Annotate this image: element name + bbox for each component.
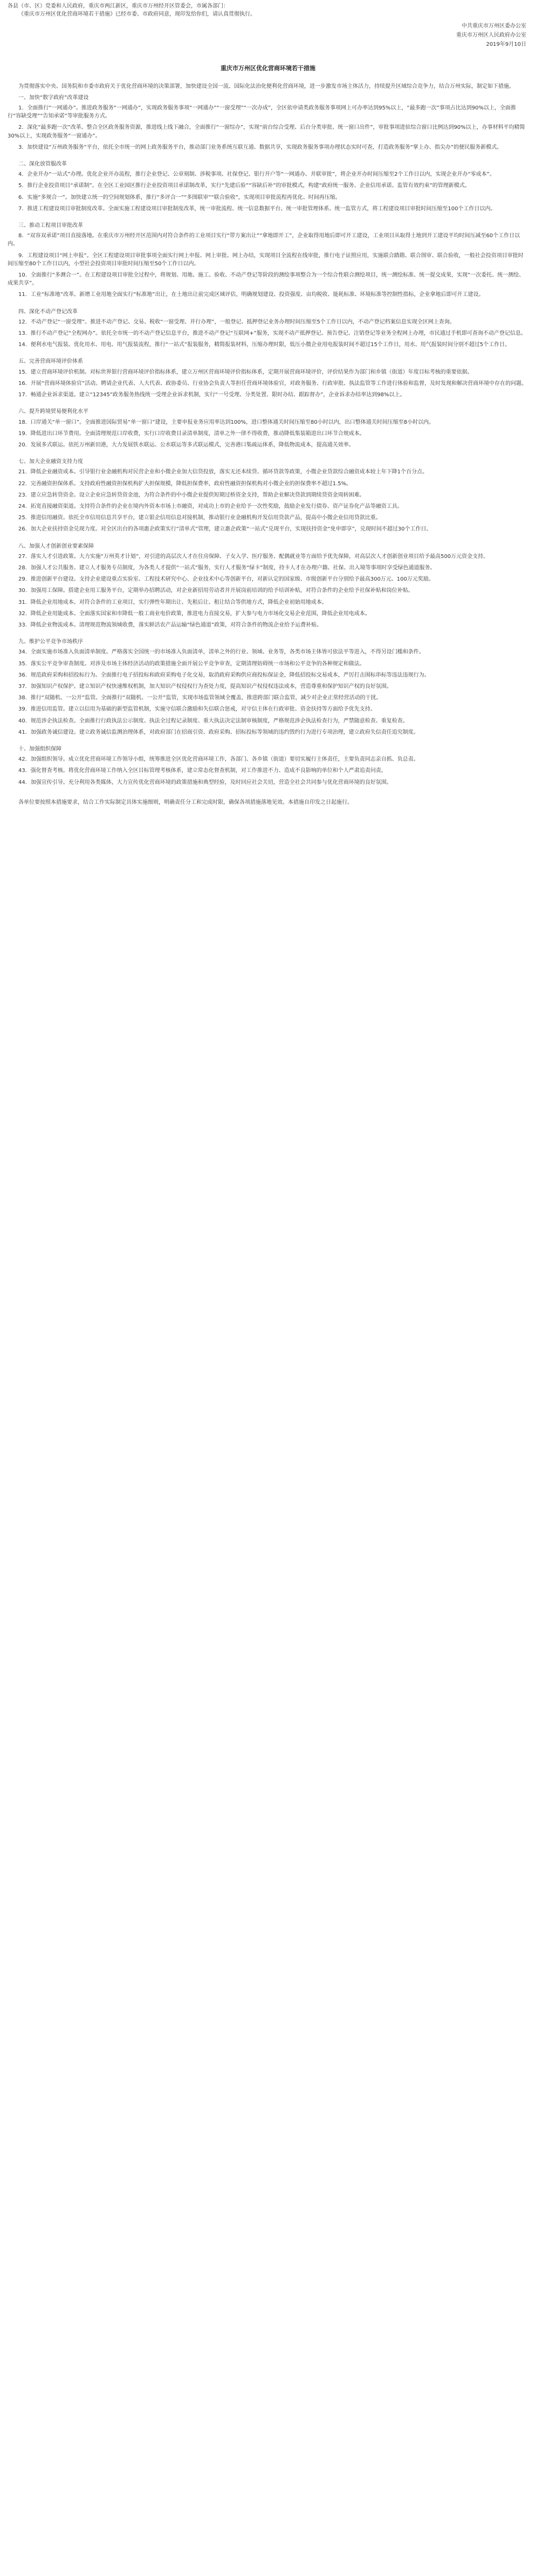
section-paragraph: 19．降低进出口环节费用。全面清理规范口岸收费，实行口岸收费目录清单制度，清单之外一律不得收费，推动降低集装箱进出口环节合规成本。 (18, 430, 365, 437)
section-heading: 八、加强人才创新创业要素保障 (18, 543, 94, 549)
section-paragraph: 33．降低企业物流成本。清理规范物流领域收费，落实鲜活农产品运输“绿色通道”政策，对符合条件的物流企业给予运费补贴。 (18, 622, 322, 628)
section-paragraph: 39．推进信用监管。建立以信用为基础的新型监管机制，实施守信联合激励和失信联合惩戒，对守信主体在行政审批、资金扶持等方面给予优先支持。 (18, 706, 376, 713)
document-title: 重庆市万州区优化营商环境若干措施 (221, 65, 315, 72)
section-heading: 四、深化不动产登记改革 (18, 308, 78, 315)
section-paragraph: 21．降低企业融资成本。引导银行业金融机构对民营企业和小微企业加大信贷投放，落实无还本续贷、循环贷款等政策，小微企业贷款综合融资成本较上年下降1个百分点。 (18, 469, 428, 476)
section (8, 638, 528, 745)
section-paragraph: 14．便利水电气报装。优化用水、用电、用气报装流程，推行“一站式”报装服务，精简报装材料，压缩办理时限，低压小微企业用电报装时间不超过15个工作日，用水、用气报装时间分别不超过5个工作日。 (18, 342, 511, 348)
section-paragraph: 37．加强知识产权保护。建立知识产权快速维权机制，加大知识产权侵权行为查处力度，提高知识产权侵权违法成本，营造尊重和保护知识产权的良好氛围。 (18, 683, 392, 690)
section-paragraph: 28．加强人才公共服务。建立人才服务专员制度，为各类人才提供“一站式”服务，实行人才服务“绿卡”制度，持卡人才在办理户籍、社保、出入境等事项时享受绿色通道服务。 (18, 564, 436, 571)
section-paragraph: 40．规范涉企执法检查。全面推行行政执法公示制度、执法全过程记录制度、重大执法决定法制审核制度，严格规范涉企执法检查行为，严禁随意检查、重复检查。 (18, 718, 408, 724)
section-spacer (8, 452, 528, 458)
closing-paragraph: 各单位要按照本措施要求，结合工作实际制定具体实施细则，明确责任分工和完成时限，确保各项措施落地见效。本措施自印发之日起施行。 (18, 799, 353, 805)
section-paragraph: 11．工业“标准地”改革。新增工业用地全面实行“标准地”出让，在土地出让前完成区域评估，明确规划建设、投资强度、亩均税收、能耗标准、环境标准等控制性指标，企业拿地后即可开工建设。 (18, 292, 484, 298)
section-spacer (8, 352, 528, 357)
section-paragraph: 25．推进信用融资。依托全市信用信息共享平台，建立银企信用信息对接机制，推动银行业金融机构开发信用贷款产品，提高中小微企业信用贷款比重。 (18, 515, 381, 521)
section-paragraph: 13．推行不动产登记“全程网办”。依托全市统一的不动产登记信息平台，推进不动产登记“互联网+”服务，实现不动产抵押登记、预告登记、注销登记等业务全程网上办理，市民通过手机即可查询不动产登记信息。 (18, 330, 526, 337)
section (8, 542, 528, 638)
section-paragraph: 38．推行“双随机、一公开”监管。全面推行“双随机、一公开”监管，实现市场监管领域全覆盖，推进跨部门联合监管，减少对企业正常经营活动的干扰。 (18, 695, 382, 701)
section-spacer (8, 537, 528, 542)
section-spacer (8, 216, 528, 222)
section-heading: 五、完善营商环境评价体系 (18, 359, 83, 365)
section (8, 745, 528, 795)
section-spacer (8, 402, 528, 408)
section-heading: 二、深化放管服改革 (18, 161, 67, 168)
section-heading: 十、加强组织保障 (18, 746, 61, 752)
section-paragraph: 29．推进创新平台建设。支持企业建设重点实验室、工程技术研究中心、企业技术中心等创新平台，对新认定的国家级、市级创新平台分别给予最高300万元、100万元奖励。 (18, 576, 434, 583)
section-spacer (8, 632, 528, 638)
issuer-gov: 重庆市万州区人民政府办公室 (456, 32, 526, 39)
section-spacer (8, 790, 528, 795)
section-heading: 一、加快“数字政府”改革建设 (18, 94, 89, 101)
section-paragraph: 4．企业开办“一站式”办理。优化企业开办流程，推行企业登记、公章刻制、涉税事项、社保登记、银行开户等“一网通办、并联审批”，将企业开办时间压缩至2个工作日以内，实现企业开办“零成本”。 (18, 171, 495, 178)
section (8, 408, 528, 458)
section-paragraph: 15．建立营商环境评价机制。对标世界银行营商环境评价指标体系，建立万州区营商环境评价指标体系，定期开展营商环境评价，评价结果作为部门和乡镇（街道）年度目标考核的重要依据。 (18, 369, 473, 375)
section-paragraph: 35．落实公平竞争审查制度。对涉及市场主体经济活动的政策措施全面开展公平竞争审查，定期清理妨碍统一市场和公平竞争的各种规定和做法。 (18, 660, 365, 667)
section-paragraph: 26．加大企业扶持资金兑现力度。对全区出台的各项惠企政策实行“清单式”管理，建立惠企政策“一站式”兑现平台，实现扶持资金“免申即享”，兑现时间不超过30个工作日。 (18, 526, 432, 533)
section-paragraph: 1．全面推行“一网通办”。推进政务服务“一网通办”，实现政务服务事项“一网通办”“一窗受理”“一次办成”，全区依申请类政务服务事项网上可办率达到95%以上，“最多跑一次”事项占比达到90%以上，全面推行“容缺受理”“告知承诺”等审批服务方式。 (8, 105, 516, 120)
issuer-party: 中共重庆市万州区委办公室 (462, 23, 526, 30)
section-paragraph: 8．“双容双承诺”项目直接落地。在重庆市万州经开区范围内对符合条件的工业项目实行“带方案出让”“拿地即开工”，企业取得用地后即可开工建设，工业项目从取得土地到开工建设平均时间压减至60个工作日以内。 (8, 233, 520, 247)
section-paragraph: 36．规范政府采购和招投标行为。全面推行电子招投标和政府采购电子化交易，取消政府采购供应商投标保证金，降低招投标交易成本，严厉打击围标串标等违法违规行为。 (18, 672, 430, 678)
section-spacer (8, 302, 528, 308)
section-spacer (8, 155, 528, 160)
issue-date: 2019年9月10日 (486, 42, 526, 48)
notice-block (8, 2, 528, 18)
section (8, 357, 528, 408)
section-paragraph: 30．加强用工保障。搭建企业用工服务平台，定期举办招聘活动，对企业新招用劳动者并开展岗前培训的给予培训补贴，对符合条件的企业给予社保补贴和岗位补贴。 (18, 588, 414, 594)
section-paragraph: 27．落实人才引进政策。大力实施“万州英才计划”，对引进的高层次人才在住房保障、子女入学、医疗服务、配偶就业等方面给予优先保障，对高层次人才创新创业项目给予最高500万元资金支持。 (18, 553, 489, 560)
intro-paragraph: 为贯彻落实中央、国务院和市委市政府关于优化营商环境的决策部署，加快建设全国一流、国际化法治化便利化营商环境，进一步激发市场主体活力，持续提升区域综合竞争力，结合万州实际，制定如下措施。 (18, 83, 514, 89)
section (8, 160, 528, 222)
section-paragraph: 24．拓宽直接融资渠道。支持符合条件的企业在境内外资本市场上市融资，对成功上市的企业给予一次性奖励，鼓励企业发行债券、资产证券化产品等融资工具。 (18, 503, 403, 509)
section-paragraph: 43．强化督查考核。将优化营商环境工作纳入全区目标管理考核体系，建立常态化督查机制，对工作推进不力、造成不良影响的单位和个人严肃追责问责。 (18, 768, 387, 774)
section (8, 222, 528, 308)
signature-block (8, 22, 528, 49)
section-heading: 九、维护公平竞争市场秩序 (18, 639, 83, 645)
section-heading: 三、推动工程项目审批改革 (18, 223, 83, 229)
section (8, 308, 528, 358)
section-paragraph: 31．降低企业用地成本。对符合条件的工业项目，实行弹性年期出让、先租后让、租让结合等供地方式，降低企业初始用地成本。 (18, 599, 327, 605)
section-paragraph: 10．全面推行“多测合一”。在工程建设项目审批全过程中，将规划、用地、施工、验收、不动产登记等阶段的测绘事项整合为一个综合性联合测绘项目，统一测绘标准、统一提交成果，实现“一次委托、统一测绘、成果共享”。 (8, 272, 525, 287)
section-heading: 六、提升跨境贸易便利化水平 (18, 409, 88, 415)
section-paragraph: 6．实施“多规合一”。加快建立统一的空间规划体系，推行“多评合一”“多图联审”“联合验收”，实现项目审批流程再优化、时间再压缩。 (18, 194, 341, 201)
section-paragraph: 18．口岸通关“单一窗口”。全面推进国际贸易“单一窗口”建设，主要申报业务应用率达到100%，进口整体通关时间压缩至80小时以内，出口整体通关时间压缩至8小时以内。 (18, 419, 435, 425)
sections-container (8, 94, 528, 795)
notice-body: 《重庆市万州区优化营商环境若干措施》已经市委、市政府同意，现印发给你们，请认真贯彻执行。 (18, 11, 256, 18)
section (8, 458, 528, 542)
section-spacer (8, 740, 528, 745)
section-paragraph: 3．加快建设“万州政务服务”平台，依托全市统一的网上政务服务平台，推动部门业务系统互联互通、数据共享，实现政务服务事项办理状态实时可查，打造政务服务“掌上办、指尖办”的便民服务新模式。 (18, 144, 503, 150)
section-paragraph: 2．深化“最多跑一次”改革。整合全区政务服务资源，推进线上线下融合，全面推行“一窗综办”，实现“前台综合受理、后台分类审批、统一窗口出件”，审批事项进驻综合窗口比例达到90%以上，办事材料平均精简30%以上，实现政务服务“一窗通办”。 (8, 125, 525, 139)
section-paragraph: 16．开展“营商环境体验官”活动。聘请企业代表、人大代表、政协委员、行业协会负责人等担任营商环境体验官，对政务服务、行政审批、执法监管等工作进行体验和监督，及时发现和解决营商环境中存在的问题。 (18, 380, 527, 387)
section-paragraph: 7．推进工程建设项目审批制度改革。全面实施工程建设项目审批制度改革，统一审批流程、统一信息数据平台、统一审批管理体系、统一监管方式，将工程建设项目审批时间压缩至100个工作日以内。 (18, 205, 496, 212)
section-paragraph: 9．工程建设项目“网上申报”。全区工程建设项目审批事项全面实行网上申报、网上审批、网上办结，实现项目全流程在线审批，推行电子证照应用，实施联合踏勘、联合图审、联合验收，一般社会投资项目审批时间压缩至80个工作日以内，小型社会投资项目审批时间压缩至50个工作日以内。 (8, 252, 524, 267)
section-heading: 七、加大企业融资支持力度 (18, 459, 83, 465)
section-paragraph: 22．完善融资担保体系。支持政府性融资担保机构扩大担保规模，降低担保费率，政府性融资担保机构对小微企业的担保费率不超过1.5%。 (18, 480, 352, 487)
section-paragraph: 23．建立应急转贷资金。设立企业应急转贷资金池，为符合条件的中小微企业提供短期过桥资金支持，帮助企业解决贷款到期续贷资金周转困难。 (18, 492, 365, 498)
section-paragraph: 34．全面实施市场准入负面清单制度。严格落实全国统一的市场准入负面清单，清单之外的行业、领域、业务等，各类市场主体皆可依法平等进入，不得另设门槛和条件。 (18, 649, 424, 656)
section (8, 94, 528, 160)
section-paragraph: 12．不动产登记“一窗受理”。推进不动产登记、交易、税收“一窗受理、并行办理”，一般登记、抵押登记业务办理时间压缩至5个工作日以内，不动产登记档案信息实现全区网上查询。 (18, 319, 455, 325)
section-paragraph: 42．加强组织领导。成立优化营商环境工作领导小组，统筹推进全区优化营商环境工作，各部门、各乡镇（街道）要切实履行主体责任，主要负责同志亲自抓、负总责。 (18, 756, 419, 763)
section-paragraph: 17．畅通企业诉求渠道。建立“12345”政务服务热线统一受理企业诉求机制，实行“一号受理、分类处置、限时办结、跟踪督办”，企业诉求办结率达到98%以上。 (18, 392, 406, 398)
section-paragraph: 20．发展多式联运。依托万州新田港，大力发展铁水联运、公水联运等多式联运模式，完善港口集疏运体系，降低物流成本，提高通关效率。 (18, 442, 354, 448)
section-paragraph: 41．加强政务诚信建设。建立政务诚信监测治理体系，对政府部门在招商引资、政府采购、招标投标等领域的违约毁约行为进行专项治理，建立政府失信责任追究制度。 (18, 729, 419, 735)
notice-opening: 各县（市、区）党委和人民政府，重庆市两江新区，重庆市万州经开区管委会，市属各部门： (8, 3, 229, 9)
section-paragraph: 32．降低企业用能成本。全面落实国家和市降低一般工商业电价政策，推进电力直接交易，扩大参与电力市场化交易企业范围，降低企业用电成本。 (18, 610, 370, 617)
section-paragraph: 5．推行企业投资项目“承诺制”。在全区工业园区推行企业投资项目承诺制改革，实行“先建后验”“容缺后补”的审批模式，构建“政府统一服务、企业信用承诺、监管有效约束”的管理新模式。 (18, 183, 470, 189)
section-paragraph: 44．加强宣传引导。充分利用各类媒体，大力宣传优化营商环境的政策措施和典型经验，及时回应社会关切，营造全社会共同参与优化营商环境的良好氛围。 (18, 779, 392, 786)
